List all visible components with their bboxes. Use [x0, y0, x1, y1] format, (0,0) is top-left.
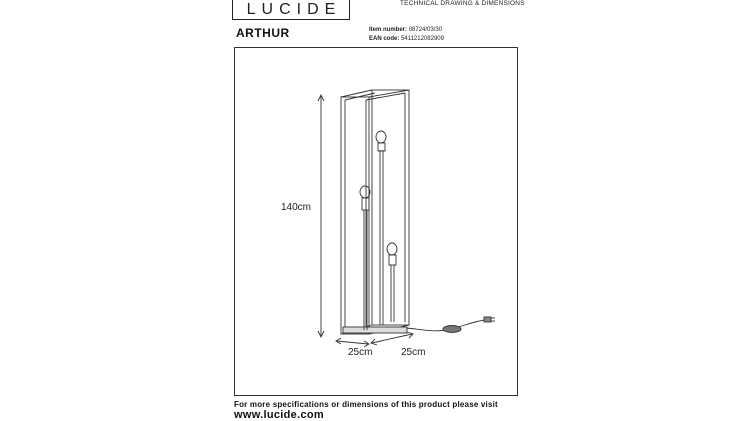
brand-logo: [232, 0, 350, 20]
width-label: 25cm: [348, 347, 373, 358]
ean-label: EAN code:: [369, 36, 400, 42]
item-number-row: [369, 26, 444, 35]
document-type: TECHNICAL DRAWING & DIMENSIONS: [400, 0, 525, 7]
item-number-value: 08724/03/30: [408, 27, 443, 33]
ean-row: [369, 35, 444, 44]
ean-value: 5411212082909: [401, 36, 444, 42]
footer-url-link[interactable]: www.lucide.com: [234, 409, 324, 421]
drawing-frame: [234, 47, 518, 396]
product-meta: [369, 26, 444, 44]
footer-note: For more specifications or dimensions of this product please visit: [234, 400, 498, 409]
height-label: 140cm: [281, 202, 312, 213]
depth-label: 25cm: [401, 347, 426, 358]
product-name: ARTHUR: [236, 26, 290, 40]
item-number-label: Item number:: [369, 27, 408, 33]
brand-logo-text: LUCIDE: [246, 0, 342, 18]
